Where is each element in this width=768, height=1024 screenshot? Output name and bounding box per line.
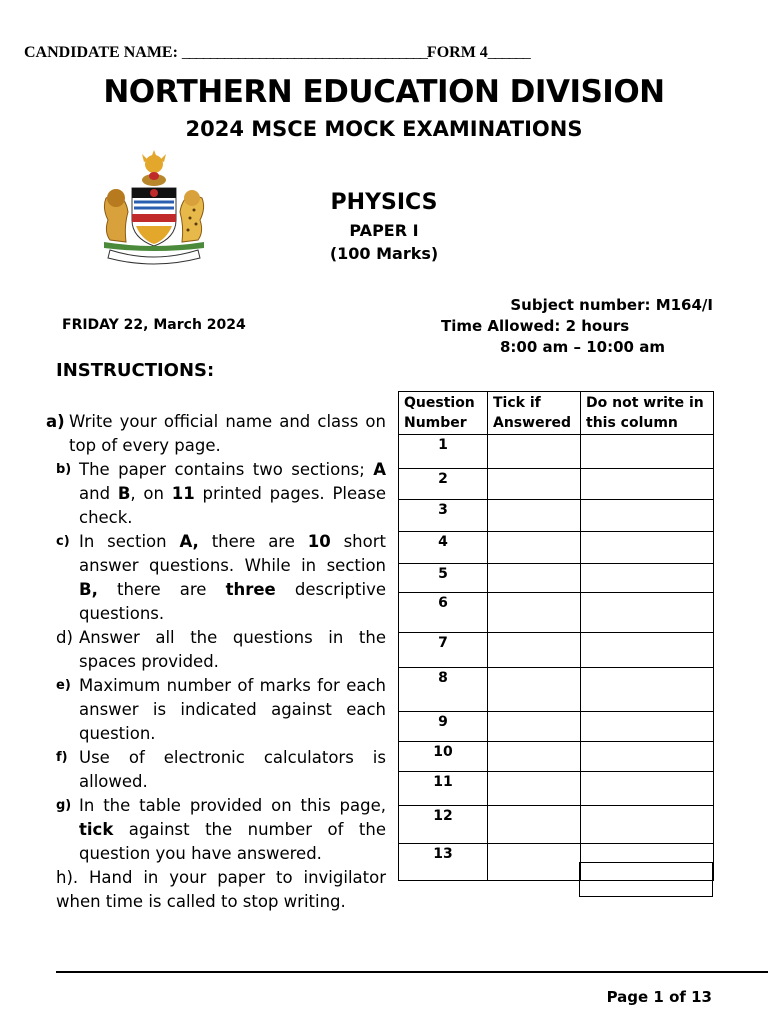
instruction-c bbox=[46, 530, 386, 626]
tick-cell[interactable] bbox=[488, 633, 581, 668]
examiner-cell bbox=[581, 668, 714, 712]
question-number: 5 bbox=[399, 564, 488, 593]
instruction-b bbox=[46, 458, 386, 530]
tick-cell[interactable] bbox=[488, 844, 581, 881]
header-do-not-write: Do not write in this column bbox=[581, 392, 714, 435]
form-label: FORM 4 bbox=[426, 44, 488, 61]
subject-number: Subject number: M164/I bbox=[510, 296, 713, 314]
subject-title: PHYSICS bbox=[330, 190, 438, 215]
tick-cell[interactable] bbox=[488, 500, 581, 532]
tick-cell[interactable] bbox=[488, 772, 581, 806]
instruction-label: a) bbox=[46, 412, 65, 431]
instruction-label: b) bbox=[56, 462, 72, 477]
examiner-cell bbox=[581, 712, 714, 742]
table-row bbox=[399, 435, 714, 469]
examiner-cell bbox=[581, 806, 714, 844]
coat-of-arms-emblem bbox=[96, 150, 212, 266]
instruction-label: e) bbox=[56, 678, 71, 693]
question-number: 9 bbox=[399, 712, 488, 742]
candidate-name-label: CANDIDATE NAME: bbox=[24, 44, 182, 61]
table-header-row bbox=[399, 392, 714, 435]
question-number: 4 bbox=[399, 532, 488, 564]
table-row bbox=[399, 593, 714, 633]
question-number: 7 bbox=[399, 633, 488, 668]
instruction-label: g) bbox=[56, 798, 72, 813]
header-question-number: Question Number bbox=[399, 392, 488, 435]
page-number: Page 1 of 13 bbox=[606, 988, 712, 1006]
examiner-cell bbox=[581, 564, 714, 593]
table-row bbox=[399, 772, 714, 806]
tick-cell[interactable] bbox=[488, 668, 581, 712]
table-row bbox=[399, 712, 714, 742]
footer-divider bbox=[56, 971, 768, 973]
tick-cell[interactable] bbox=[488, 742, 581, 772]
tick-cell[interactable] bbox=[488, 593, 581, 633]
instructions-heading: INSTRUCTIONS: bbox=[56, 360, 215, 381]
form-blank[interactable]: ______ bbox=[487, 44, 530, 61]
question-number: 12 bbox=[399, 806, 488, 844]
tick-cell[interactable] bbox=[488, 712, 581, 742]
instruction-text: The paper contains two sections; A and B, on 11 printed pages. Please check. bbox=[79, 460, 386, 527]
time-range: 8:00 am – 10:00 am bbox=[500, 338, 665, 356]
total-marks: (100 Marks) bbox=[329, 244, 439, 263]
instruction-text: In the table provided on this page, tick against the number of the question you have answered. bbox=[79, 796, 386, 863]
table-row bbox=[399, 500, 714, 532]
examiner-cell bbox=[581, 742, 714, 772]
table-row bbox=[399, 668, 714, 712]
question-number: 11 bbox=[399, 772, 488, 806]
examiner-total-cell bbox=[579, 862, 713, 897]
tick-cell[interactable] bbox=[488, 564, 581, 593]
question-tick-table bbox=[398, 391, 714, 881]
instruction-text: In section A, there are 10 short answer questions. While in section B, there are three descriptive questions. bbox=[79, 532, 386, 623]
instruction-text: Maximum number of marks for each answer is indicated against each question. bbox=[79, 676, 386, 743]
instruction-label: d) bbox=[56, 628, 73, 647]
question-number: 10 bbox=[399, 742, 488, 772]
examiner-cell bbox=[581, 500, 714, 532]
candidate-name-line bbox=[24, 44, 530, 62]
table-row bbox=[399, 742, 714, 772]
examiner-cell bbox=[581, 593, 714, 633]
question-number: 13 bbox=[399, 844, 488, 881]
instruction-f bbox=[46, 746, 386, 794]
tick-cell[interactable] bbox=[488, 435, 581, 469]
examiner-cell bbox=[581, 435, 714, 469]
header-tick-if-answered: Tick if Answered bbox=[488, 392, 581, 435]
page-title: NORTHERN EDUCATION DIVISION bbox=[103, 74, 665, 110]
question-number: 3 bbox=[399, 500, 488, 532]
instructions-list bbox=[46, 410, 386, 914]
table-row bbox=[399, 564, 714, 593]
exam-date: FRIDAY 22, March 2024 bbox=[62, 317, 246, 333]
instruction-label: c) bbox=[56, 534, 70, 549]
question-number: 1 bbox=[399, 435, 488, 469]
instruction-text: Write your official name and class on top of every page. bbox=[69, 412, 386, 455]
table-row bbox=[399, 469, 714, 500]
table-row bbox=[399, 532, 714, 564]
question-number: 2 bbox=[399, 469, 488, 500]
question-number: 8 bbox=[399, 668, 488, 712]
instruction-h: h). Hand in your paper to invigilator when time is called to stop writing. bbox=[56, 868, 386, 911]
examiner-cell bbox=[581, 772, 714, 806]
time-allowed: Time Allowed: 2 hours bbox=[441, 317, 630, 335]
tick-cell[interactable] bbox=[488, 532, 581, 564]
candidate-name-blank[interactable]: ___________________________________ bbox=[181, 44, 427, 61]
table-row bbox=[399, 633, 714, 668]
instruction-g bbox=[46, 794, 386, 866]
paper-label: PAPER I bbox=[349, 221, 419, 240]
instruction-e bbox=[46, 674, 386, 746]
exam-subtitle: 2024 MSCE MOCK EXAMINATIONS bbox=[185, 117, 583, 141]
examiner-cell bbox=[581, 532, 714, 564]
examiner-cell bbox=[581, 633, 714, 668]
question-number: 6 bbox=[399, 593, 488, 633]
examiner-cell bbox=[581, 469, 714, 500]
tick-cell[interactable] bbox=[488, 806, 581, 844]
tick-cell[interactable] bbox=[488, 469, 581, 500]
instruction-label: f) bbox=[56, 750, 68, 765]
instruction-d bbox=[46, 626, 386, 674]
instruction-text: Answer all the questions in the spaces provided. bbox=[79, 628, 386, 671]
instruction-a bbox=[46, 410, 386, 458]
table-row bbox=[399, 806, 714, 844]
instruction-text: Use of electronic calculators is allowed. bbox=[79, 748, 386, 791]
